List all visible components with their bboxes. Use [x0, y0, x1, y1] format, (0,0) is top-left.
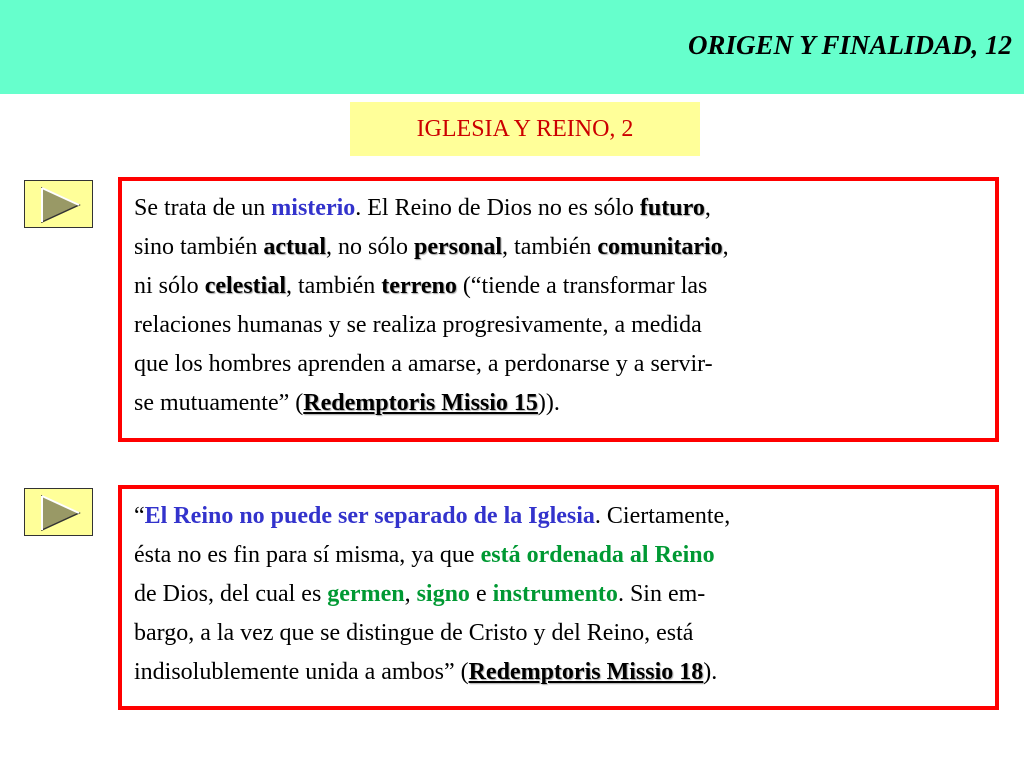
text-segment: ni sólo — [134, 273, 205, 299]
highlight-signo: signo — [416, 581, 470, 607]
text-segment: bargo, a la vez que se distingue de Cristo y del Reino, está — [134, 620, 694, 646]
text-segment: indisolublemente unida a ambos” ( — [134, 659, 469, 685]
text-segment: . El Reino de Dios no es sólo — [355, 195, 640, 221]
text-segment: “ — [134, 503, 145, 529]
text-segment: )). — [537, 390, 560, 416]
text-segment: . Sin em- — [617, 581, 706, 607]
text-segment: Se trata de un — [134, 195, 272, 221]
reference-link-rm15[interactable]: Redemptoris Missio 15 — [303, 390, 538, 416]
text-segment: sino también — [134, 234, 264, 260]
subtitle-text: IGLESIA Y REINO, 2 — [416, 116, 634, 142]
play-triangle-icon — [25, 489, 94, 537]
highlight-ordenada: está ordenada al Reino — [480, 542, 715, 568]
paragraph-1 — [134, 189, 985, 423]
play-button-1[interactable] — [24, 180, 93, 228]
text-segment: , — [722, 234, 729, 260]
highlight-comunitario: comunitario — [597, 234, 723, 260]
text-segment: , — [704, 195, 711, 221]
text-segment: ésta no es fin para sí misma, ya que — [134, 542, 481, 568]
highlight-instrumento: instrumento — [492, 581, 618, 607]
highlight-celestial: celestial — [204, 273, 286, 299]
text-segment: . Ciertamente, — [594, 503, 731, 529]
highlight-terreno: terreno — [381, 273, 457, 299]
text-segment: de Dios, del cual es — [134, 581, 328, 607]
text-segment: ). — [703, 659, 718, 685]
play-button-2[interactable] — [24, 488, 93, 536]
highlight-futuro: futuro — [639, 195, 705, 221]
highlight-reino-iglesia: El Reino no puede ser separado de la Iglesia — [144, 503, 595, 529]
highlight-actual: actual — [263, 234, 326, 260]
text-box-2 — [118, 485, 999, 710]
highlight-germen: germen — [327, 581, 405, 607]
paragraph-2 — [134, 497, 985, 692]
text-segment: , no sólo — [326, 234, 415, 260]
text-segment: (“tiende a transformar las — [456, 273, 708, 299]
highlight-misterio: misterio — [271, 195, 356, 221]
subtitle-box — [350, 102, 700, 156]
text-segment: que los hombres aprenden a amarse, a perdonarse y a servir- — [134, 351, 713, 377]
text-segment: , también — [502, 234, 598, 260]
reference-link-rm18[interactable]: Redemptoris Missio 18 — [468, 659, 704, 685]
header-bar — [0, 0, 1024, 94]
play-triangle-icon — [25, 181, 94, 229]
text-segment: relaciones humanas y se realiza progresivamente, a medida — [134, 312, 702, 338]
text-segment: e — [469, 581, 493, 607]
text-segment: , — [404, 581, 417, 607]
slide-title: ORIGEN Y FINALIDAD, 12 — [687, 30, 1012, 60]
highlight-personal: personal — [414, 234, 503, 260]
text-segment: se mutuamente” ( — [134, 390, 304, 416]
text-box-1 — [118, 177, 999, 442]
text-segment: , también — [285, 273, 382, 299]
